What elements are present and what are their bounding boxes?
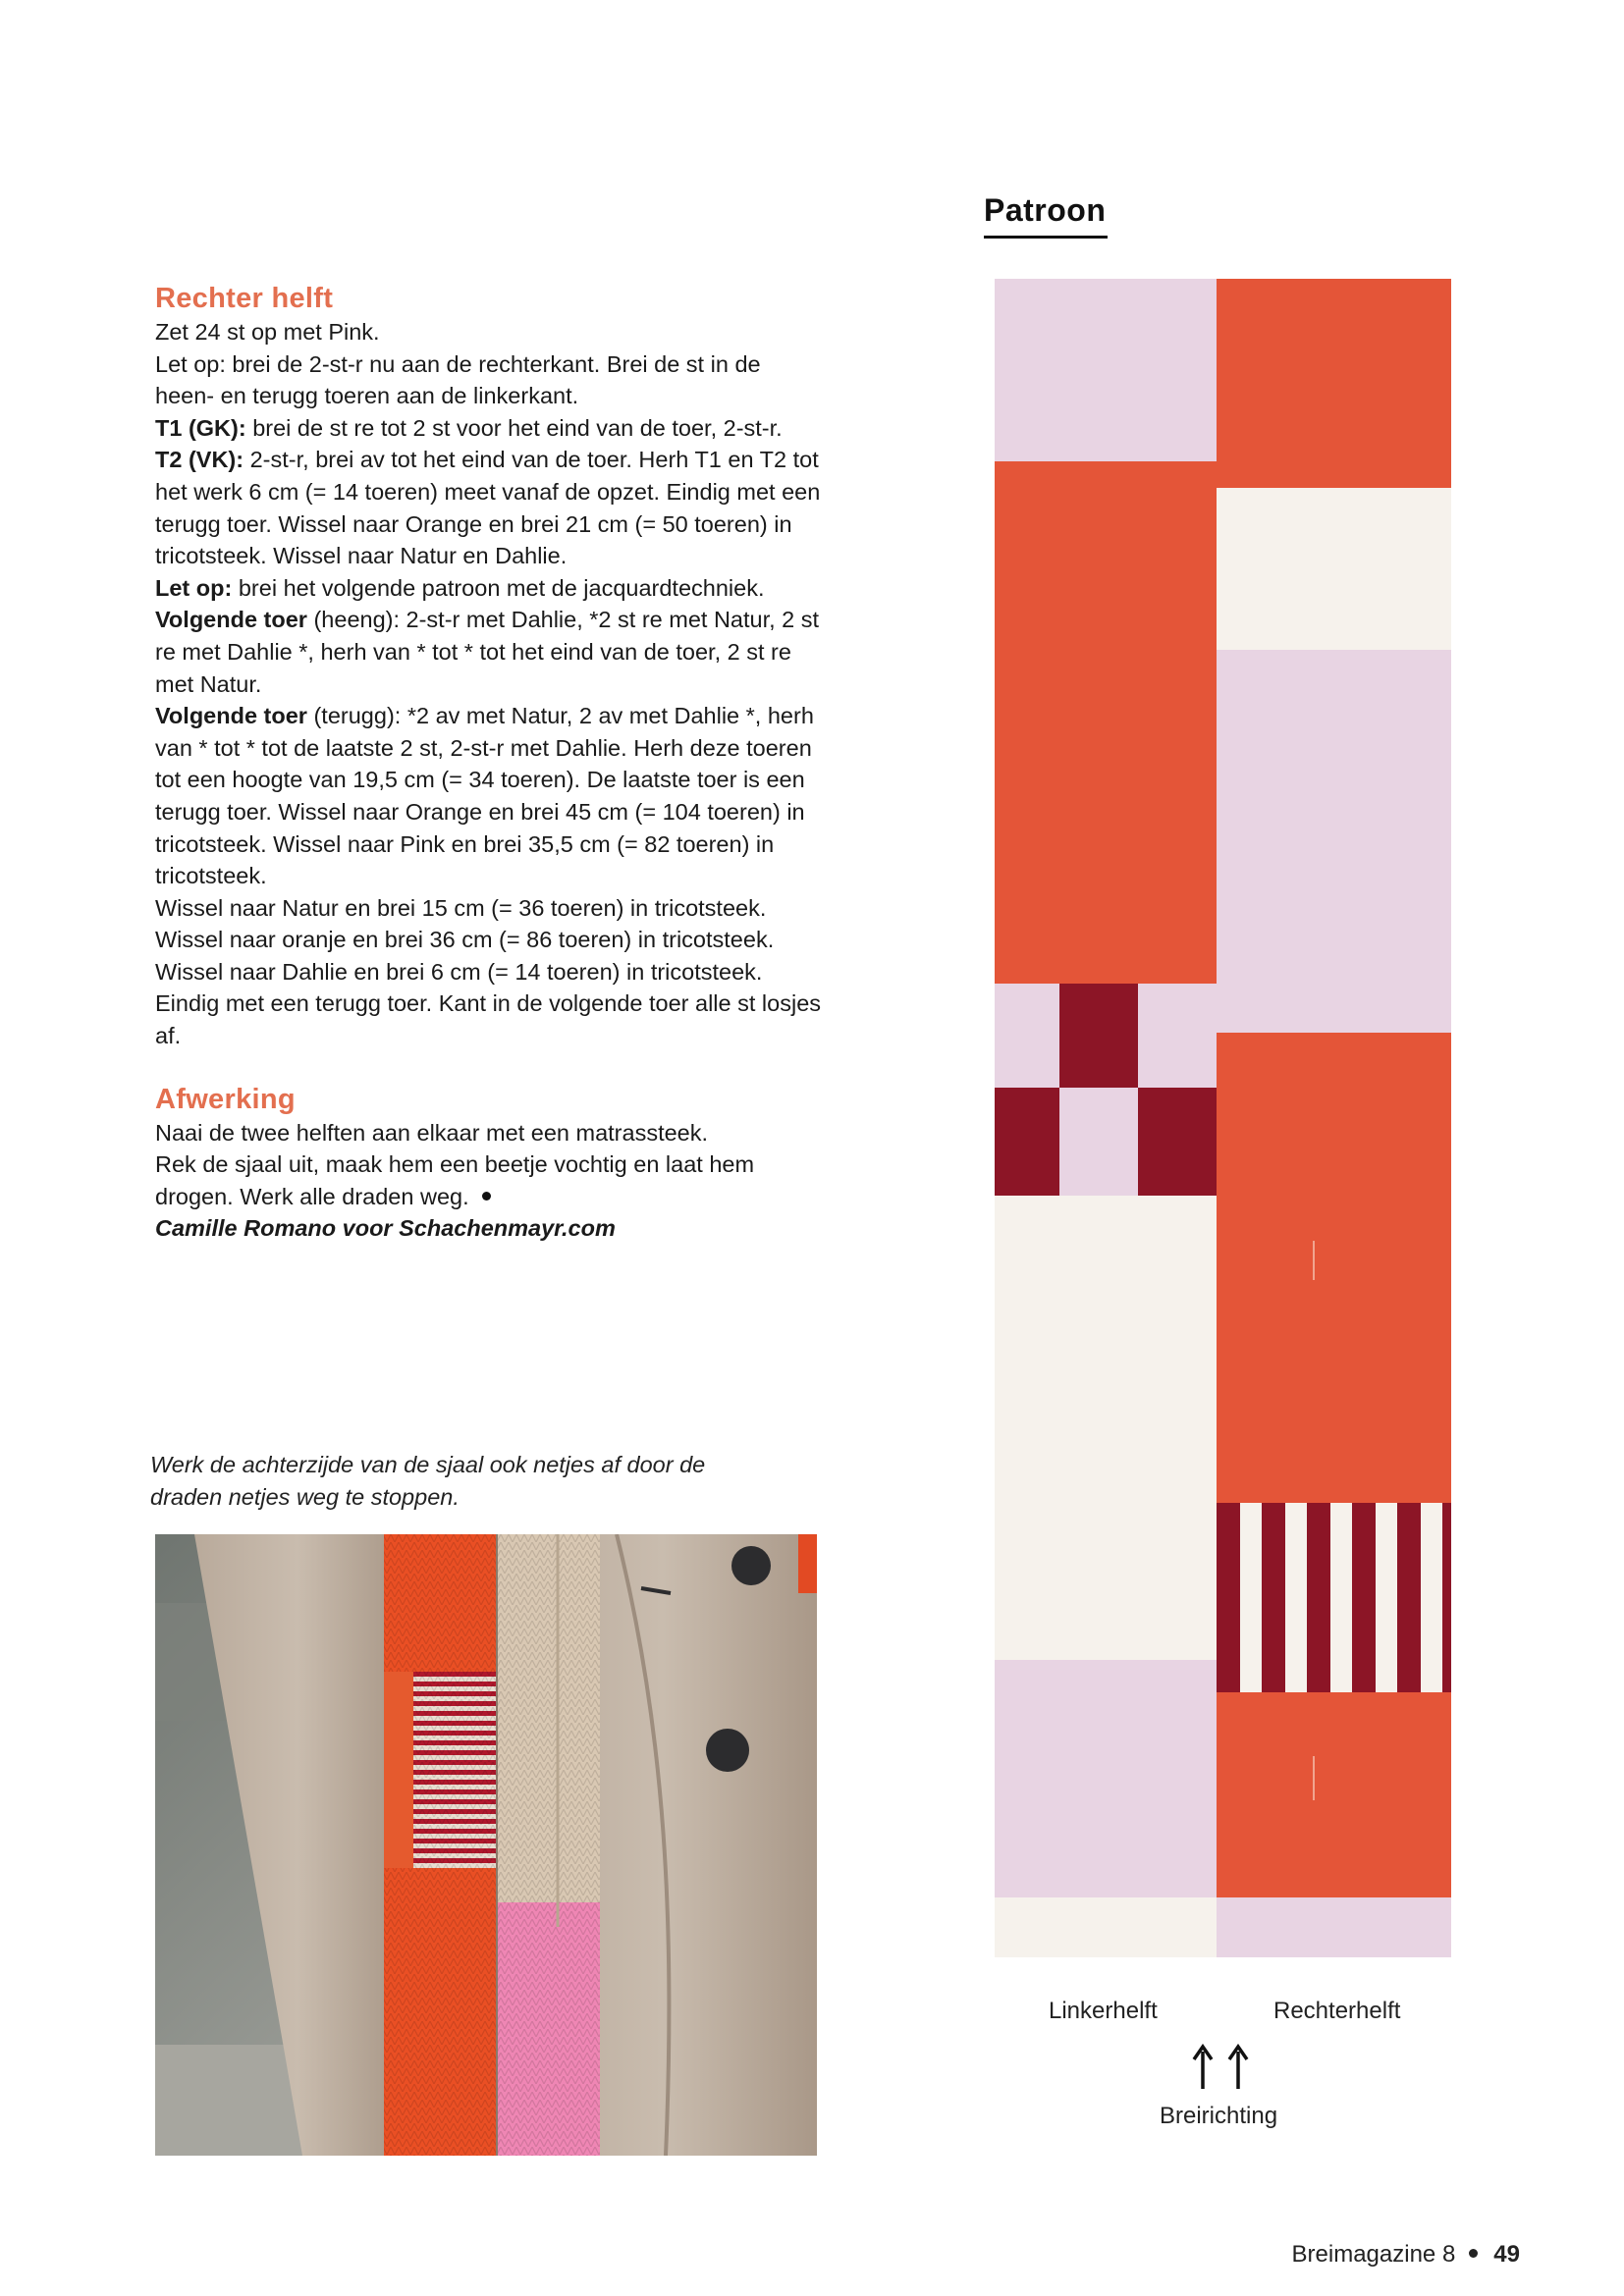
stripe-dahlie: [1352, 1503, 1376, 1692]
right-block-natur: [1217, 488, 1451, 650]
note-label: Let op:: [155, 574, 233, 601]
paragraph-volgende-toer-heen: [155, 604, 823, 700]
check-pink: [1059, 1088, 1138, 1196]
paragraph: Eindig met een terugg toer. Kant in de volgende toer alle st losjes af.: [155, 990, 822, 1049]
check-pink: [1138, 984, 1217, 1088]
row-text: brei de st re tot 2 st voor het eind van de toer, 2-st-r.: [245, 414, 783, 441]
section-heading-rechter-helft: Rechter helft: [155, 283, 334, 314]
end-bullet-icon: [482, 1192, 491, 1201]
paragraph-t1: [155, 412, 823, 445]
magazine-name: Breimagazine 8: [1291, 2241, 1456, 2268]
label-rechterhelft: Rechterhelft: [1273, 1998, 1401, 2024]
right-block-orange: [1217, 1033, 1451, 1503]
right-block-orange: [1217, 279, 1451, 488]
photo-caption: Werk de achterzijde van de sjaal ook netjes af door de draden netjes weg te stoppen.: [150, 1452, 706, 1510]
paragraph: Wissel naar Natur en brei 15 cm (= 36 toeren) in tricotsteek.: [155, 894, 767, 921]
page-number: 49: [1493, 2241, 1520, 2268]
left-block-pink: [995, 1660, 1217, 1897]
check-pink: [995, 984, 1059, 1088]
row-text: (heeng): 2-st-r met Dahlie, *2 st re met Natur, 2 st re met Dahlie *, herh van * tot * tot het eind van de toer, 2 st re met Natur.: [155, 607, 820, 697]
scarf-photo: [155, 1534, 817, 2156]
paragraph: Wissel naar Dahlie en brei 6 cm (= 14 toeren) in tricotsteek.: [155, 958, 763, 985]
check-dahlie: [1059, 984, 1138, 1088]
row-label: T1 (GK):: [155, 414, 246, 441]
section-heading-afwerking: Afwerking: [155, 1083, 296, 1115]
paragraph-finish: [155, 1148, 823, 1212]
left-block-pink: [995, 279, 1217, 461]
pattern-title: Patroon: [984, 192, 1107, 228]
paragraph: Zet 24 st op met Pink.: [155, 319, 380, 345]
paragraph-t2: [155, 444, 823, 571]
row-text: 2-st-r, brei av tot het eind van de toer. Herh T1 en T2 tot het werk 6 cm (= 14 toeren) meet vanaf de opzet. Eindig met een terugg toer. Wissel naar Orange en brei 21 cm (= 50 toeren) in tricotsteek. Wissel naar Natur en Dahlie.: [155, 447, 821, 569]
note-text: brei het volgende patroon met de jacquardtechniek.: [232, 574, 765, 601]
footer-bullet-icon: [1469, 2249, 1478, 2258]
right-block-pink: [1217, 1897, 1451, 1957]
left-block-natur: [995, 1897, 1217, 1957]
right-block-pink: [1217, 650, 1451, 1033]
credit-line: Camille Romano voor Schachenmayr.com: [155, 1215, 616, 1242]
knit-direction-arrows-icon: [1186, 2044, 1255, 2091]
row-text: (terugg): *2 av met Natur, 2 av met Dahlie *, herh van * tot * tot de laatste 2 st, 2-st-r met Dahlie. Herh deze toeren tot een hoogte van 19,5 cm (= 34 toeren). De laatste toer is een terugg toer. Wissel naar Orange en brei 45 cm (= 104 toeren) in tricotsteek. Wissel naar Pink en brei 35,5 cm (= 82 toeren) in tricotsteek.: [155, 703, 814, 889]
left-block-orange: [995, 461, 1217, 984]
paragraph-volgende-toer-terug: [155, 700, 823, 892]
label-breirichting: Breirichting: [1160, 2103, 1278, 2129]
paragraph: Naai de twee helften aan elkaar met een matrassteek.: [155, 1119, 709, 1146]
stripe-dahlie: [1397, 1503, 1421, 1692]
row-label: Volgende toer: [155, 703, 307, 729]
instructions-column: [155, 281, 823, 1245]
stripe-dahlie: [1307, 1503, 1330, 1692]
label-linkerhelft: Linkerhelft: [1049, 1998, 1158, 2024]
scarf-photo-illustration: [155, 1534, 817, 2156]
stripe-dahlie: [1262, 1503, 1285, 1692]
pattern-chart: [995, 279, 1451, 1957]
paragraph-let-op: [155, 572, 823, 605]
page-footer: [1292, 2241, 1520, 2269]
finish-text: Rek de sjaal uit, maak hem een beetje vochtig en laat hem drogen. Werk alle draden weg.: [155, 1151, 755, 1209]
title-underline: [984, 236, 1108, 239]
row-label: T2 (VK):: [155, 447, 244, 473]
left-block-natur: [995, 1196, 1217, 1660]
check-dahlie: [995, 1088, 1059, 1196]
paragraph: Wissel naar oranje en brei 36 cm (= 86 toeren) in tricotsteek.: [155, 927, 775, 953]
row-label: Volgende toer: [155, 607, 307, 633]
stripe-block: [1217, 1503, 1451, 1692]
paragraph: Let op: brei de 2-st-r nu aan de rechterkant. Brei de st in de heen- en terugg toeren aan de linkerkant.: [155, 350, 761, 409]
stripe-dahlie: [1217, 1503, 1240, 1692]
check-dahlie: [1138, 1088, 1217, 1196]
stripe-dahlie: [1442, 1503, 1451, 1692]
right-block-orange: [1217, 1692, 1451, 1897]
